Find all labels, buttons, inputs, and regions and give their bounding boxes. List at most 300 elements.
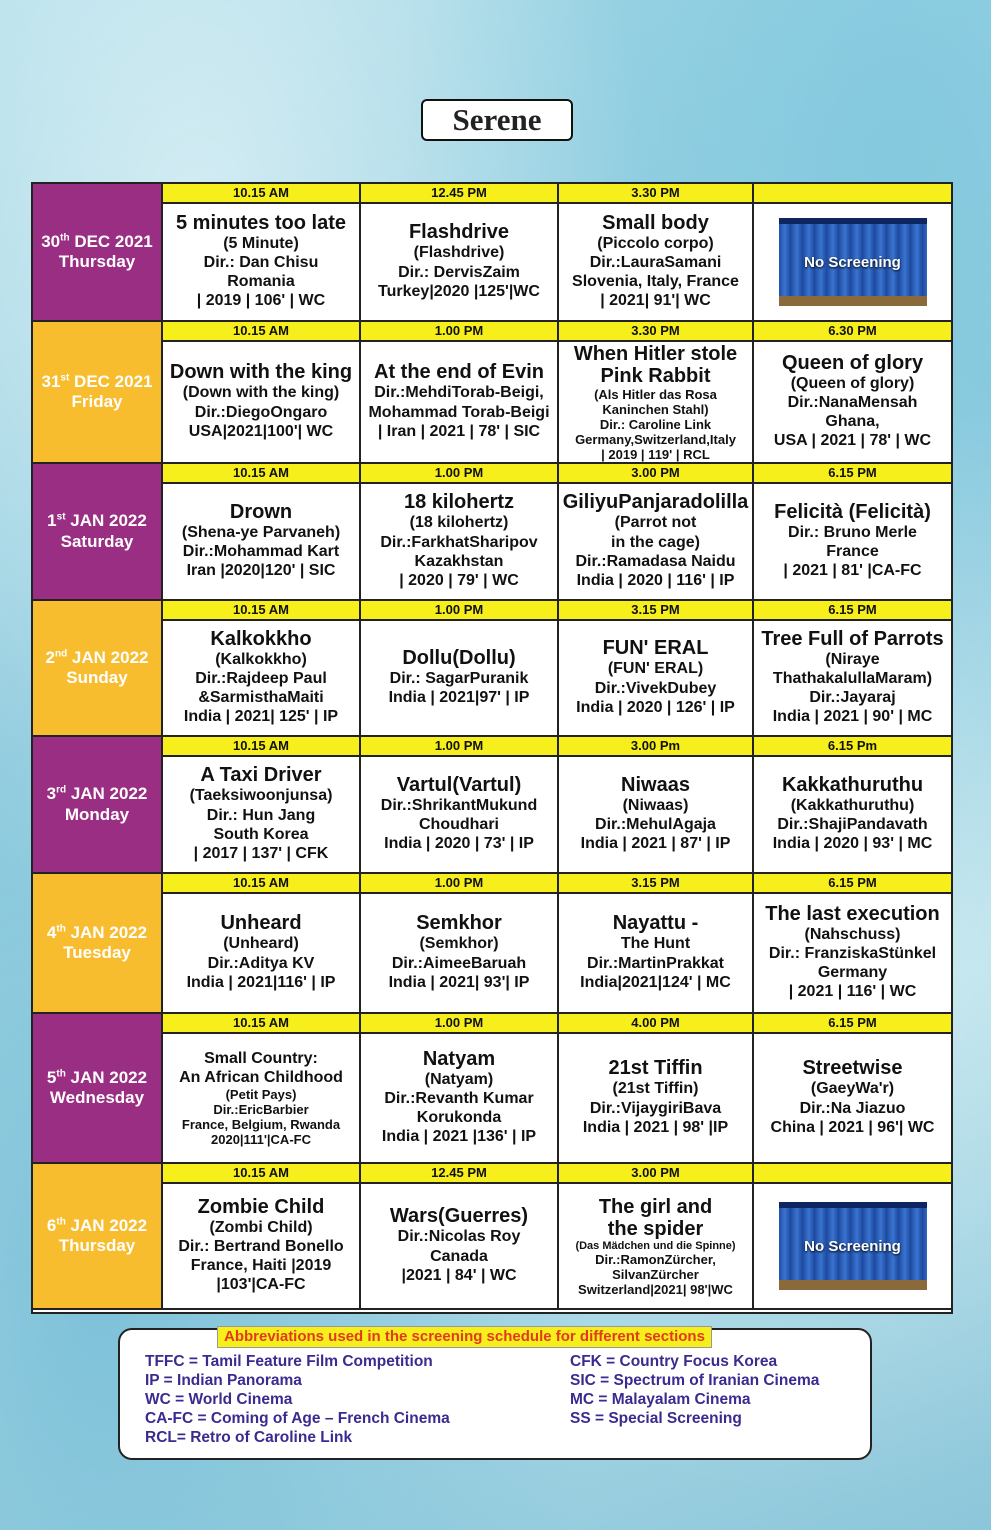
day-row xyxy=(33,322,951,464)
date-label xyxy=(47,511,147,531)
original-title: (Taeksiwoonjunsa) xyxy=(189,787,333,805)
original-title: (Piccolo corpo) xyxy=(597,234,714,252)
director: Dir.: Bruno Merle xyxy=(788,523,917,541)
weekday-label: Monday xyxy=(64,804,130,824)
film-meta: USA | 2021 | 78' | WC xyxy=(773,432,932,450)
director: Dir.:Aditya KV xyxy=(207,954,315,972)
film-info xyxy=(163,484,359,599)
director: Choudhari xyxy=(419,816,499,834)
film-title: the spider xyxy=(607,1217,704,1240)
film-detail: Switzerland|2021| 98'|WC xyxy=(578,1281,733,1297)
film-info xyxy=(361,621,557,735)
director: Dir.: Bertrand Bonello xyxy=(178,1238,344,1255)
film-meta: India | 2021|116' | IP xyxy=(186,973,336,991)
film-info xyxy=(163,1184,359,1308)
date-cell xyxy=(33,322,163,464)
screening-slot xyxy=(361,1164,559,1310)
date-label xyxy=(47,1068,147,1088)
screening-slot xyxy=(754,874,951,1014)
slot-time: 6.15 Pm xyxy=(754,737,951,757)
film-title: Kakkathuruthu xyxy=(781,773,924,796)
original-title: (GaeyWa'r) xyxy=(810,1080,895,1098)
date-suffix: th xyxy=(56,1215,66,1227)
film-title: Drown xyxy=(229,500,293,523)
film-title: Small body xyxy=(602,211,709,234)
screening-slot xyxy=(361,601,559,737)
film-title: Niwaas xyxy=(621,773,690,796)
screening-slot xyxy=(559,322,754,464)
abbreviation-item: MC = Malayalam Cinema xyxy=(570,1391,751,1408)
weekday-label: Saturday xyxy=(60,531,134,551)
date-month-year: JAN 2022 xyxy=(65,1067,148,1087)
slot-time: 10.15 AM xyxy=(163,464,359,484)
film-meta: | 2021 | 81' |CA-FC xyxy=(783,562,922,580)
director: Dir.:MehdiTorab-Beigi, xyxy=(374,384,544,402)
date-month-year: JAN 2022 xyxy=(67,647,149,667)
date-suffix: th xyxy=(56,1067,66,1079)
director: Dir.: DervisZaim xyxy=(398,263,520,281)
slot-time xyxy=(754,1164,951,1184)
film-meta: India | 2021 |136' | IP xyxy=(381,1128,537,1146)
slot-time: 3.15 PM xyxy=(559,874,752,894)
slot-time: 3.30 PM xyxy=(559,322,752,342)
film-info xyxy=(163,894,359,1012)
abbreviation-item: CFK = Country Focus Korea xyxy=(570,1353,778,1370)
film-info xyxy=(754,342,951,462)
date-cell xyxy=(33,601,163,737)
abbreviations-left-column xyxy=(145,1352,450,1447)
director: Small Country: xyxy=(204,1049,318,1067)
director: Dir.:LauraSamani xyxy=(589,254,722,271)
director: Dir.:Nicolas Roy xyxy=(397,1228,521,1246)
slot-time: 3.00 PM xyxy=(559,1164,752,1184)
country: Slovenia, Italy, France xyxy=(572,273,739,291)
original-title: in the cage) xyxy=(611,533,700,551)
film-info xyxy=(559,894,752,1012)
screening-slot xyxy=(163,737,361,874)
screening-slot xyxy=(754,1164,951,1310)
abbreviation-item: IP = Indian Panorama xyxy=(145,1372,302,1389)
slot-time: 10.15 AM xyxy=(163,1164,359,1184)
original-title: (Queen of glory) xyxy=(790,374,915,392)
film-info xyxy=(754,621,951,735)
country: France xyxy=(826,543,879,561)
film-title: Unheard xyxy=(220,912,302,935)
screening-slot xyxy=(559,737,754,874)
film-detail: France, Belgium, Rwanda xyxy=(181,1117,341,1133)
screening-slot xyxy=(361,1014,559,1164)
slot-time: 10.15 AM xyxy=(163,322,359,342)
slot-time xyxy=(754,184,951,204)
film-meta: India | 2021|97' | IP xyxy=(388,689,530,707)
screening-slot xyxy=(754,464,951,601)
abbreviations-heading: Abbreviations used in the screening schedule for different sections xyxy=(217,1326,712,1348)
director: Dir.:Mohammad Kart xyxy=(182,543,340,561)
film-title: 5 minutes too late xyxy=(175,211,347,234)
slot-time: 12.45 PM xyxy=(361,1164,557,1184)
slot-time: 1.00 PM xyxy=(361,1014,557,1034)
film-title: Zombie Child xyxy=(197,1195,325,1218)
film-title: Natyam xyxy=(422,1047,496,1070)
slot-time: 1.00 PM xyxy=(361,601,557,621)
weekday-label: Sunday xyxy=(66,668,128,687)
director: Dir.: Dan Chisu xyxy=(203,254,319,271)
director: Dir.: Hun Jang xyxy=(206,806,316,824)
date-label xyxy=(46,648,149,668)
film-title: The last execution xyxy=(765,902,940,925)
film-title: A Taxi Driver xyxy=(200,764,322,787)
film-meta: India | 2020 | 126' | IP xyxy=(576,698,735,716)
slot-time: 10.15 AM xyxy=(163,1014,359,1034)
original-title: (Kalkokkho) xyxy=(215,650,307,668)
abbreviation-item: CA-FC = Coming of Age – French Cinema xyxy=(145,1410,450,1427)
original-title: (Natyam) xyxy=(424,1070,494,1088)
director: Dir.:Revanth Kumar xyxy=(384,1090,534,1107)
country: Ghana, xyxy=(825,413,880,431)
director: Korukonda xyxy=(416,1109,502,1127)
screening-slot xyxy=(559,601,754,737)
date-cell xyxy=(33,737,163,874)
abbreviation-item: RCL= Retro of Caroline Link xyxy=(145,1429,353,1446)
page-title: Serene xyxy=(421,99,573,141)
film-detail: Dir.: Caroline Link xyxy=(599,416,712,432)
original-title: (Unheard) xyxy=(223,935,299,953)
film-meta: |103'|CA-FC xyxy=(216,1276,306,1294)
date-suffix: th xyxy=(60,231,70,243)
screening-slot xyxy=(163,1014,361,1164)
screening-slot xyxy=(361,322,559,464)
film-info xyxy=(361,1034,557,1162)
film-meta: India | 2020 | 93' | MC xyxy=(772,835,933,853)
abbreviation-item: WC = World Cinema xyxy=(145,1391,293,1408)
original-title: (21st Tiffin) xyxy=(612,1080,699,1098)
screening-slot xyxy=(559,184,754,322)
film-meta: | 2019 | 106' | WC xyxy=(196,292,326,310)
slot-time: 10.15 AM xyxy=(163,184,359,204)
original-title: (Kakkathuruthu) xyxy=(790,796,915,814)
screening-slot xyxy=(754,1014,951,1164)
date-month-year: JAN 2022 xyxy=(65,922,148,942)
film-info xyxy=(163,757,359,872)
film-info xyxy=(361,894,557,1012)
film-meta: India | 2021 | 90' | MC xyxy=(772,708,933,726)
screening-slot xyxy=(163,322,361,464)
film-meta: China | 2021 | 96'| WC xyxy=(770,1118,935,1136)
no-screening-label: No Screening xyxy=(804,1237,901,1255)
original-title: (FUN' ERAL) xyxy=(607,660,704,678)
original-title: (Niraye xyxy=(825,650,880,668)
film-title: Felicità (Felicità) xyxy=(774,500,931,523)
film-detail: 2020|111'|CA-FC xyxy=(211,1132,311,1148)
screening-slot xyxy=(559,874,754,1014)
film-meta: | 2020 | 79' | WC xyxy=(399,571,519,589)
screening-slot xyxy=(163,1164,361,1310)
date-month-year: JAN 2022 xyxy=(65,511,147,531)
film-title: When Hitler stole xyxy=(573,342,738,365)
original-title: (Zombi Child) xyxy=(209,1218,313,1236)
original-title: (Niwaas) xyxy=(622,796,689,814)
director: Dir.: FranziskaStünkel xyxy=(768,945,937,962)
film-meta: India | 2021 | 87' | IP xyxy=(580,835,731,853)
date-label xyxy=(47,784,148,804)
film-detail: | 2019 | 119' | RCL xyxy=(601,446,710,462)
screening-slot xyxy=(559,1164,754,1310)
slot-time: 1.00 PM xyxy=(361,737,557,757)
film-info xyxy=(559,342,752,462)
original-title: (Flashdrive) xyxy=(413,244,505,262)
director: Dir.:Jayaraj xyxy=(809,689,896,707)
film-info xyxy=(754,1034,951,1162)
abbreviation-item: SIC = Spectrum of Iranian Cinema xyxy=(570,1372,820,1389)
date-month-year: JAN 2022 xyxy=(66,784,148,804)
film-info xyxy=(559,204,752,320)
film-title: 18 kilohertz xyxy=(403,491,515,514)
country: Kazakhstan xyxy=(414,552,504,570)
film-meta: India | 2021 | 98' |IP xyxy=(582,1118,729,1136)
no-screening-curtain-image xyxy=(779,218,927,306)
film-meta: Iran |2020|120' | SIC xyxy=(186,562,336,580)
day-row xyxy=(33,601,951,737)
film-detail-small: (Das Mädchen und die Spinne) xyxy=(575,1239,736,1252)
film-meta: India | 2020 | 116' | IP xyxy=(576,571,735,589)
abbreviation-item: TFFC = Tamil Feature Film Competition xyxy=(145,1353,433,1370)
film-meta: | 2021 | 116' | WC xyxy=(788,983,917,1001)
date-number: 5 xyxy=(46,1067,57,1087)
film-meta: | Iran | 2021 | 78' | SIC xyxy=(377,422,541,440)
film-detail: Dir.:RamonZürcher, xyxy=(595,1251,716,1267)
slot-time: 6.15 PM xyxy=(754,1014,951,1034)
date-suffix: rd xyxy=(56,784,67,796)
director: Dir.:Na Jiazuo xyxy=(799,1099,906,1117)
screening-slot xyxy=(559,1014,754,1164)
date-suffix: st xyxy=(56,511,66,523)
date-suffix: th xyxy=(56,922,66,934)
screening-slot xyxy=(361,874,559,1014)
date-cell xyxy=(33,1014,163,1164)
date-suffix: st xyxy=(60,371,70,383)
day-row xyxy=(33,1014,951,1164)
film-title: Kalkokkho xyxy=(210,627,312,650)
date-cell xyxy=(33,184,163,322)
film-meta: |2021 | 84' | WC xyxy=(401,1266,517,1284)
date-number: 4 xyxy=(46,922,57,942)
film-title: Vartul(Vartul) xyxy=(396,773,522,796)
country: France, Haiti |2019 xyxy=(190,1257,332,1275)
slot-time: 6.15 PM xyxy=(754,601,951,621)
film-title: Streetwise xyxy=(802,1057,903,1080)
country: South Korea xyxy=(213,825,309,843)
screening-slot xyxy=(163,601,361,737)
film-detail: Germany,Switzerland,Italy xyxy=(575,431,736,447)
film-meta: India | 2021| 93'| IP xyxy=(388,973,530,991)
director: Dir.:VivekDubey xyxy=(594,679,717,697)
slot-time: 10.15 AM xyxy=(163,737,359,757)
slot-time: 1.00 PM xyxy=(361,464,557,484)
film-title: 21st Tiffin xyxy=(608,1057,703,1080)
country: Canada xyxy=(430,1247,488,1265)
original-title: (Down with the king) xyxy=(182,384,340,402)
slot-time: 3.00 Pm xyxy=(559,737,752,757)
day-row xyxy=(33,874,951,1014)
film-title: Down with the king xyxy=(169,361,353,384)
film-info xyxy=(754,757,951,872)
film-info xyxy=(559,484,752,599)
original-title: The Hunt xyxy=(620,935,691,953)
weekday-label: Thursday xyxy=(58,1236,136,1255)
screening-slot xyxy=(163,184,361,322)
date-label xyxy=(47,923,147,943)
director: Dir.: SagarPuranik xyxy=(389,670,529,687)
original-title: (Nahschuss) xyxy=(804,925,901,943)
screening-slot xyxy=(163,874,361,1014)
screening-slot xyxy=(361,464,559,601)
film-info xyxy=(559,621,752,735)
weekday-label: Wednesday xyxy=(49,1088,145,1107)
date-suffix: nd xyxy=(54,647,68,659)
slot-time: 10.15 AM xyxy=(163,601,359,621)
date-label xyxy=(42,372,153,392)
slot-time: 4.00 PM xyxy=(559,1014,752,1034)
date-month-year: JAN 2022 xyxy=(65,1215,148,1235)
no-screening-label: No Screening xyxy=(804,253,901,271)
screening-slot xyxy=(559,464,754,601)
day-row xyxy=(33,737,951,874)
slot-time: 1.00 PM xyxy=(361,874,557,894)
date-month-year: DEC 2021 xyxy=(69,231,153,251)
slot-time: 6.15 PM xyxy=(754,874,951,894)
date-number: 6 xyxy=(46,1215,57,1235)
film-info xyxy=(361,1184,557,1308)
original-title: (Shena-ye Parvaneh) xyxy=(181,523,341,541)
slot-time: 3.15 PM xyxy=(559,601,752,621)
weekday-label: Tuesday xyxy=(63,943,131,962)
original-title: (18 kilohertz) xyxy=(409,514,509,532)
screening-slot xyxy=(163,464,361,601)
film-info xyxy=(361,342,557,462)
slot-time: 12.45 PM xyxy=(361,184,557,204)
film-info xyxy=(163,204,359,320)
no-screening-curtain-image xyxy=(779,1202,927,1290)
slot-time: 1.00 PM xyxy=(361,322,557,342)
film-detail: Kaninchen Stahl) xyxy=(602,401,709,417)
film-info xyxy=(559,1184,752,1308)
slot-time: 3.30 PM xyxy=(559,184,752,204)
day-row xyxy=(33,184,951,322)
film-info xyxy=(361,757,557,872)
date-number: 2 xyxy=(45,647,55,667)
film-info xyxy=(361,484,557,599)
film-detail: (Petit Pays) xyxy=(225,1087,297,1103)
film-title: Tree Full of Parrots xyxy=(761,627,944,650)
film-info xyxy=(163,342,359,462)
original-title: ThathakalullaMaram) xyxy=(772,670,933,687)
date-label xyxy=(47,1216,147,1236)
schedule-table xyxy=(31,182,953,1314)
director: Dir.:Ramadasa Naidu xyxy=(575,552,736,570)
film-title: Queen of glory xyxy=(781,351,924,374)
original-title: (5 Minute) xyxy=(223,234,299,252)
screening-slot xyxy=(754,737,951,874)
film-title: Pink Rabbit xyxy=(600,364,711,387)
date-cell xyxy=(33,1164,163,1310)
date-label xyxy=(41,232,153,252)
screening-slot xyxy=(361,737,559,874)
film-info xyxy=(559,1034,752,1162)
day-row xyxy=(33,464,951,601)
film-meta: USA|2021|100'| WC xyxy=(188,422,334,440)
date-number: 3 xyxy=(46,784,57,804)
director: Mohammad Torab-Beigi xyxy=(368,403,550,421)
film-detail: Dir.:EricBarbier xyxy=(213,1102,309,1118)
film-title: Wars(Guerres) xyxy=(389,1205,529,1228)
film-meta: India | 2021| 125' | IP xyxy=(183,708,339,726)
date-number: 1 xyxy=(47,511,57,531)
original-title: (Semkhor) xyxy=(419,935,499,953)
date-month-year: DEC 2021 xyxy=(69,371,153,391)
film-info xyxy=(361,204,557,320)
film-info xyxy=(559,757,752,872)
director: &SarmisthaMaiti xyxy=(198,689,324,707)
film-title: Semkhor xyxy=(416,912,502,935)
slot-time: 3.00 PM xyxy=(559,464,752,484)
film-meta: India | 2020 | 73' | IP xyxy=(384,835,534,853)
film-title: The girl and xyxy=(598,1195,713,1218)
date-number: 30 xyxy=(41,231,61,251)
abbreviations-box xyxy=(118,1328,872,1460)
original-title: (Parrot not xyxy=(614,514,697,532)
film-title: GiliyuPanjaradolilla xyxy=(562,491,749,514)
director: Dir.:FarkhatSharipov xyxy=(380,533,538,551)
screening-slot xyxy=(754,184,951,322)
film-detail: (Als Hitler das Rosa xyxy=(594,386,717,402)
director: Dir.:MehulAgaja xyxy=(595,816,716,834)
screening-slot xyxy=(754,322,951,464)
film-title: Nayattu - xyxy=(612,912,699,935)
director: Dir.:MartinPrakkat xyxy=(587,954,724,972)
slot-time: 6.15 PM xyxy=(754,464,951,484)
film-meta: | 2021| 91'| WC xyxy=(600,292,711,310)
film-info xyxy=(754,484,951,599)
director: Dir.:AimeeBaruah xyxy=(391,954,527,972)
director: An African Childhood xyxy=(179,1069,343,1086)
date-cell xyxy=(33,464,163,601)
director: Dir.:VijaygiriBava xyxy=(589,1099,722,1117)
date-cell xyxy=(33,874,163,1014)
film-title: At the end of Evin xyxy=(374,361,544,384)
director: Dir.:ShajiPandavath xyxy=(777,816,928,834)
abbreviation-item: SS = Special Screening xyxy=(570,1410,742,1427)
film-meta: India|2021|124' | MC xyxy=(580,973,731,991)
screening-slot xyxy=(754,601,951,737)
country: Romania xyxy=(227,273,295,291)
slot-time: 6.30 PM xyxy=(754,322,951,342)
film-info xyxy=(163,1034,359,1162)
film-info xyxy=(754,894,951,1012)
film-detail: SilvanZürcher xyxy=(612,1266,699,1282)
film-info xyxy=(754,1184,951,1308)
film-meta: Turkey|2020 |125'|WC xyxy=(378,282,540,300)
weekday-label: Friday xyxy=(71,392,123,411)
film-info xyxy=(163,621,359,735)
director: Dir.:Rajdeep Paul xyxy=(195,670,327,687)
slot-time: 10.15 AM xyxy=(163,874,359,894)
weekday-label: Thursday xyxy=(58,252,136,271)
date-number: 31 xyxy=(41,371,61,391)
abbreviations-right-column xyxy=(570,1352,819,1428)
film-title: Dollu(Dollu) xyxy=(402,647,516,669)
director: Dir.:NanaMensah xyxy=(787,394,918,411)
film-info xyxy=(754,204,951,320)
